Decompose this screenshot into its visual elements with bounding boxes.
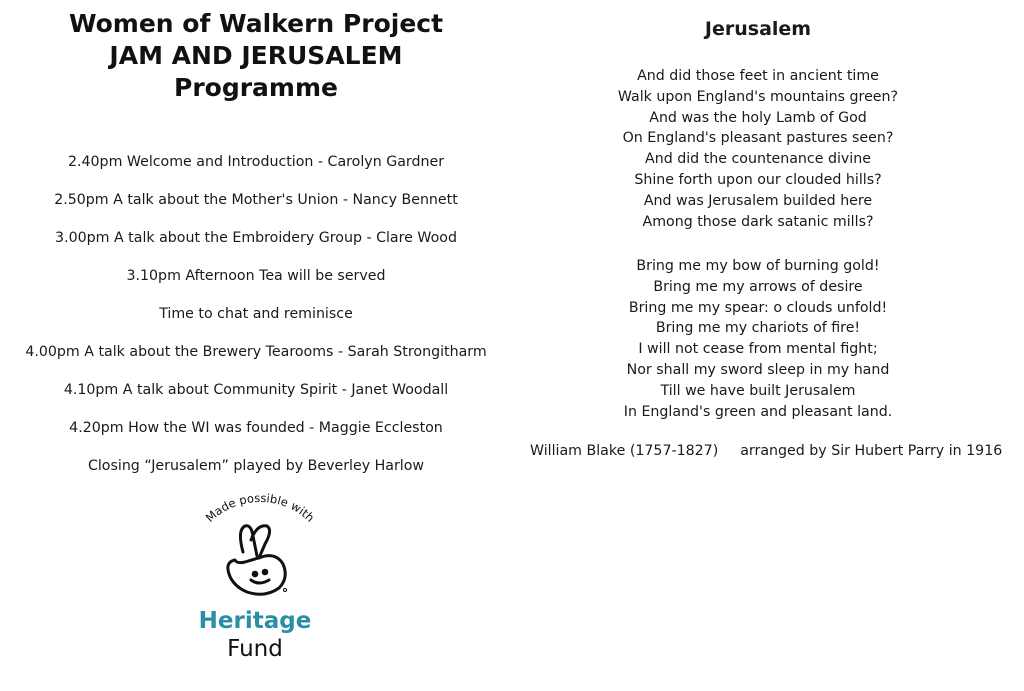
programme-heading <box>0 8 512 104</box>
poem-line: On England's pleasant pastures seen? <box>622 130 894 147</box>
heritage-fund-logo <box>185 490 335 670</box>
poem-line: Till we have built Jerusalem <box>660 382 856 399</box>
programme-item: Closing “Jerusalem” played by Beverley Harlow <box>87 458 425 474</box>
programme-item: 4.20pm How the WI was founded - Maggie Eccleston <box>69 420 443 436</box>
poem-line: Nor shall my sword sleep in my hand <box>626 361 890 378</box>
poem-author: William Blake (1757-1827) <box>530 443 719 459</box>
programme-item: 4.00pm A talk about the Brewery Tearooms - Sarah Strongitharm <box>25 344 487 360</box>
poem-line: And was Jerusalem builded here <box>643 192 873 209</box>
poem-line: Walk upon England's mountains green? <box>617 88 899 105</box>
programme-item: 3.10pm Afternoon Tea will be served <box>126 268 386 284</box>
programme-list <box>0 150 512 492</box>
programme-item: 2.50pm A talk about the Mother's Union - Nancy Bennett <box>54 192 458 208</box>
poem-line: Bring me my arrows of desire <box>653 278 863 295</box>
poem-line: In England's green and pleasant land. <box>623 403 893 420</box>
poem-line: I will not cease from mental fight; <box>638 341 878 358</box>
programme-item: 4.10pm A talk about Community Spirit - Janet Woodall <box>63 382 449 398</box>
programme-item: 2.40pm Welcome and Introduction - Carolyn Gardner <box>67 154 445 170</box>
logo-heritage-text: Heritage <box>198 608 312 634</box>
poem-arranger: arranged by Sir Hubert Parry in 1916 <box>740 443 1003 459</box>
poem-stanza-2 <box>510 256 1006 422</box>
poem-line: Bring me my bow of burning gold! <box>636 258 880 274</box>
logo-tagline: Made possible with <box>202 490 318 525</box>
poem-title: Jerusalem <box>704 18 812 40</box>
programme-item: Time to chat and reminisce <box>159 306 353 322</box>
programme-label: Programme <box>174 73 338 102</box>
heritage-fund-logo-graphic <box>185 490 335 670</box>
poem-credit <box>530 441 1006 461</box>
logo-fund-text: Fund <box>227 636 283 662</box>
poem-line: And did the countenance divine <box>645 151 871 168</box>
poem-line: Shine forth upon our clouded hills? <box>634 171 882 188</box>
crossed-fingers-icon <box>228 526 287 595</box>
project-title: Women of Walkern Project <box>68 9 444 38</box>
poem-line: And did those feet in ancient time <box>637 68 879 84</box>
event-title: JAM AND JERUSALEM <box>109 41 403 70</box>
poem-line: Among those dark satanic mills? <box>642 213 874 230</box>
poem-stanza-1 <box>510 66 1006 232</box>
poem-line: And was the holy Lamb of God <box>649 109 867 126</box>
poem-line: Bring me my spear: o clouds unfold! <box>628 299 888 316</box>
poem-line: Bring me my chariots of fire! <box>655 320 861 337</box>
programme-item: 3.00pm A talk about the Embroidery Group - Clare Wood <box>55 230 457 246</box>
